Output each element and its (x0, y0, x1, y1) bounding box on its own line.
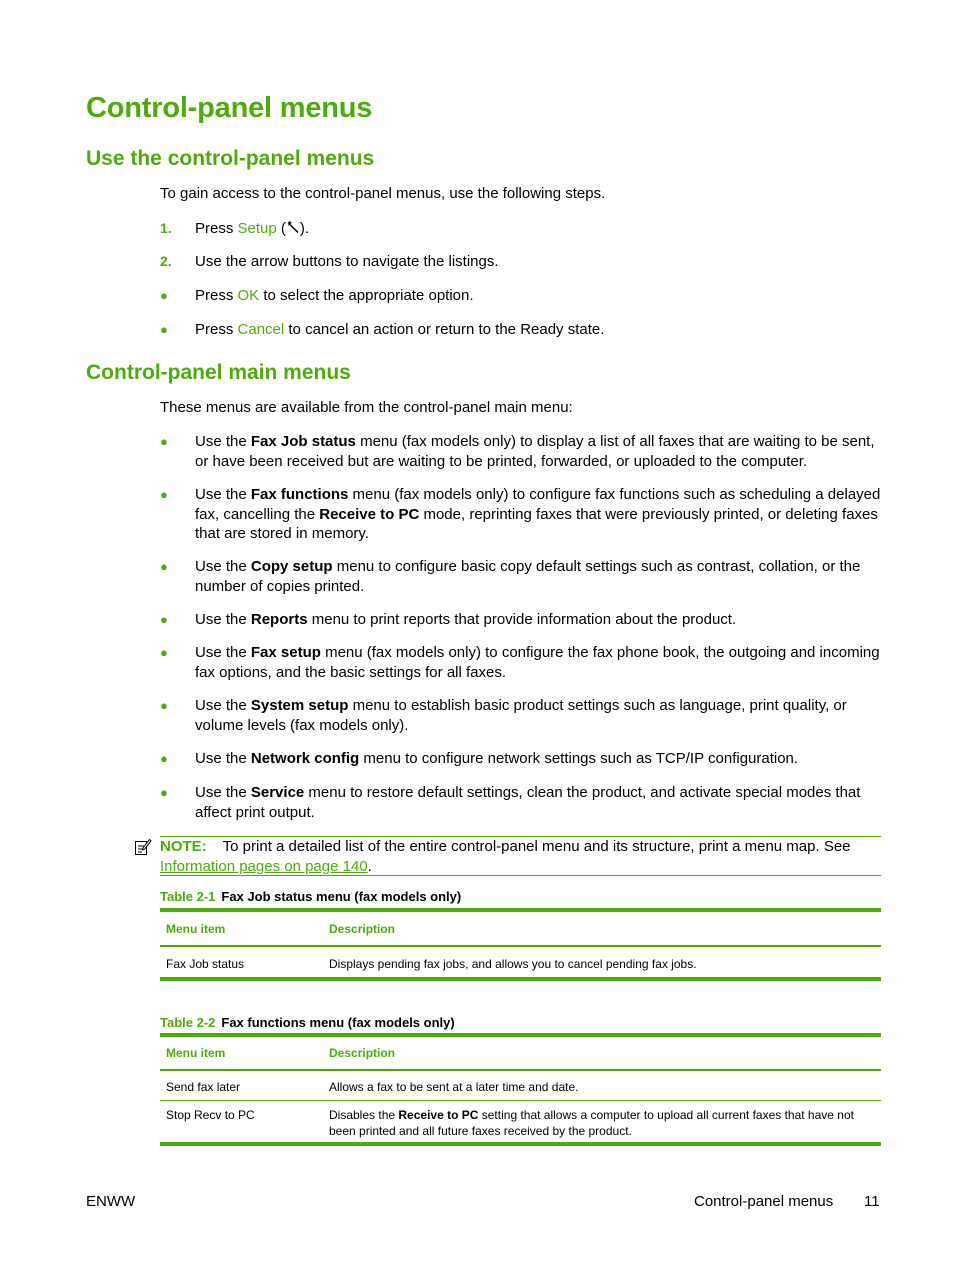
table-row (160, 946, 881, 979)
step-number: 1. (160, 220, 172, 236)
bullet-icon: ● (160, 434, 168, 449)
bullet-icon: ● (160, 487, 168, 502)
section-title-use-menus: Use the control-panel menus (86, 147, 375, 170)
bullet-icon: ● (160, 785, 168, 800)
menu-item-fax-job-status: ● Use the Fax Job status menu (fax models only) to display a list of all faxes that are waiting to be sent, or have been received but are waiting to be printed, forwarded, or uploaded to the computer. (160, 433, 875, 470)
column-header-menu-item: Menu item (166, 1046, 226, 1060)
menu-item-network-config: ● Use the Network config menu to configure network settings such as TCP/IP configuration. (160, 750, 799, 767)
table-row (160, 1100, 881, 1144)
cell-menu-item: Send fax later (166, 1080, 241, 1094)
bullet-icon: ● (160, 645, 168, 660)
information-pages-link[interactable]: Information pages on page 140 (160, 857, 368, 875)
step-number: 2. (160, 253, 172, 269)
page-number: 11 (864, 1193, 880, 1210)
setup-key: Setup (237, 220, 277, 237)
cell-description: Displays pending fax jobs, and allows you to cancel pending fax jobs. (329, 957, 697, 971)
table1-caption: Table 2-1 Fax Job status menu (fax models only) (160, 889, 462, 904)
note-icon (134, 838, 152, 856)
bullet-icon: ● (160, 288, 168, 303)
note-box: NOTE: To print a detailed list of the entire control-panel menu and its structure, print a menu map. See Information pages on page 140. (160, 836, 881, 876)
menu-item-copy-setup: ● Use the Copy setup menu to configure basic copy default settings such as contrast, collation, or the number of copies printed. (160, 558, 861, 595)
table-header-row (160, 910, 881, 946)
bullet-icon: ● (160, 559, 168, 574)
column-header-description: Description (329, 921, 396, 936)
section1-intro: To gain access to the control-panel menus, use the following steps. (160, 185, 606, 202)
menu-item-service: ● Use the Service menu to restore default settings, clean the product, and activate special modes that affect print output. (160, 784, 861, 821)
bullet-icon: ● (160, 751, 168, 766)
footer-left: ENWW (86, 1193, 136, 1210)
table-row (160, 1070, 881, 1100)
bullet-icon: ● (160, 698, 168, 713)
section2-intro: These menus are available from the control-panel main menu: (160, 399, 573, 416)
wrench-icon (286, 220, 300, 234)
cell-menu-item: Stop Recv to PC (166, 1107, 255, 1122)
fax-functions-table (160, 1033, 881, 1146)
column-header-description: Description (329, 1046, 396, 1060)
cell-description: Disables the Receive to PC setting that allows a computer to upload all current faxes that have not been printed and all future faxes received by the product. (329, 1107, 854, 1138)
table-header-row (160, 1035, 881, 1070)
page-title: Control-panel menus (86, 92, 373, 124)
column-header-menu-item: Menu item (166, 921, 226, 936)
step-1: 1. Press Setup ( ). (160, 220, 310, 237)
note-label: NOTE: (160, 838, 207, 855)
footer-title: Control-panel menus (694, 1193, 834, 1210)
bullet-cancel: ● Press Cancel to cancel an action or return to the Ready state. (160, 321, 605, 338)
cell-description: Allows a fax to be sent at a later time and date. (329, 1080, 579, 1094)
section-title-main-menus: Control-panel main menus (86, 361, 351, 384)
bullet-icon: ● (160, 322, 168, 337)
step-2: 2. Use the arrow buttons to navigate the listings. (160, 253, 499, 270)
bullet-icon: ● (160, 612, 168, 627)
menu-item-fax-functions: ● Use the Fax functions menu (fax models only) to configure fax functions such as scheduling a delayed fax, cancelling the Receive to PC mode, reprinting faxes that were previously printed, or deleting faxes that are stored in memory. (160, 486, 881, 542)
menu-item-system-setup: ● Use the System setup menu to establish basic product settings such as language, print quality, or volume levels (fax models only). (160, 697, 847, 734)
cancel-key: Cancel (237, 321, 285, 338)
menu-item-fax-setup: ● Use the Fax setup menu (fax models only) to configure the fax phone book, the outgoing and incoming fax options, and the basic settings for all faxes. (160, 644, 880, 681)
cell-menu-item: Fax Job status (166, 957, 245, 971)
fax-job-status-table (160, 908, 881, 981)
bullet-ok: ● Press OK to select the appropriate option. (160, 287, 474, 304)
table2-caption: Table 2-2 Fax functions menu (fax models only) (160, 1015, 455, 1030)
menu-item-reports: ● Use the Reports menu to print reports that provide information about the product. (160, 611, 737, 628)
ok-key: OK (237, 287, 260, 304)
